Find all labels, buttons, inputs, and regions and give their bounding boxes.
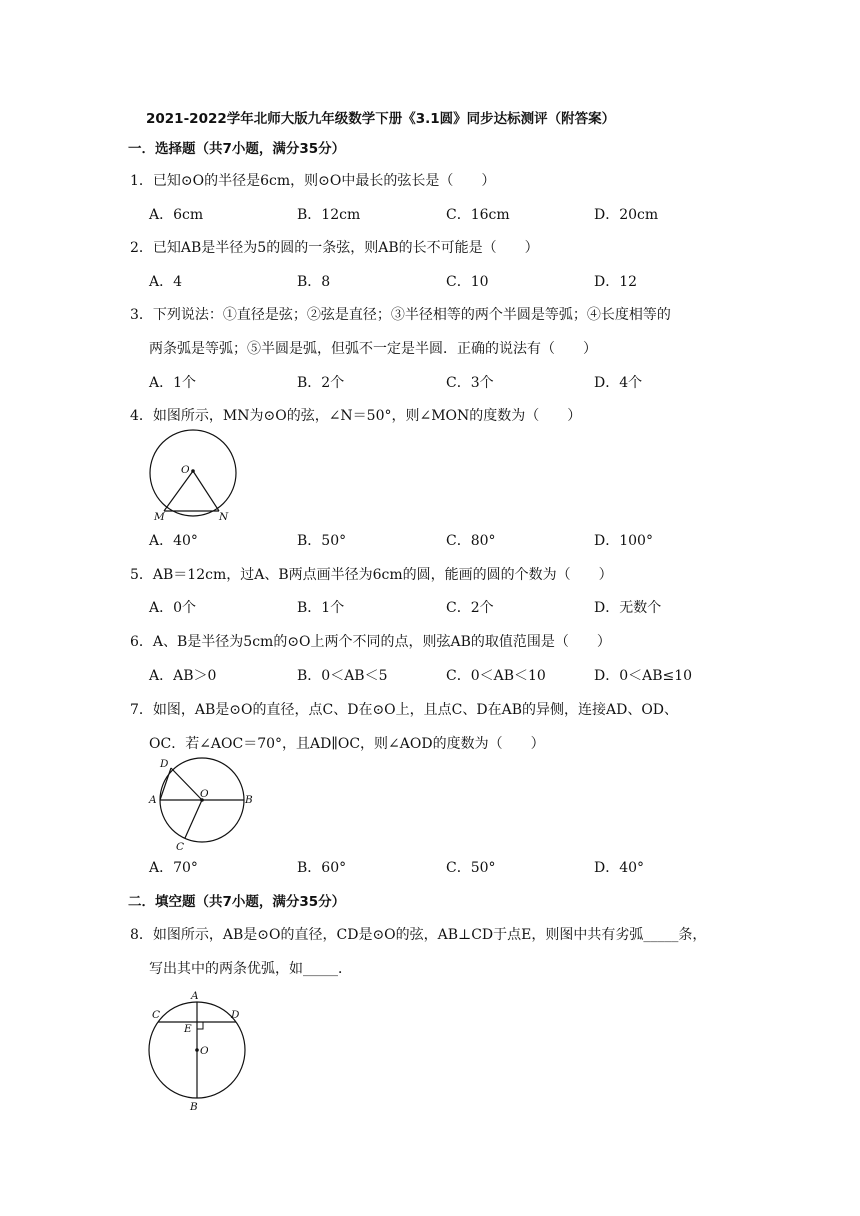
question-4: 4．如图所示，MN为⊙O的弦，∠N＝50°，则∠MON的度数为（ ） [130, 408, 582, 424]
option-1b: B．12cm [297, 207, 361, 223]
label-b: B [190, 1101, 198, 1113]
option-4a: A．40° [149, 533, 198, 549]
label-e: E [184, 1023, 192, 1035]
option-6b: B．0＜AB＜5 [297, 668, 388, 684]
document-title: 2021-2022学年北师大版九年级数学下册《3.1圆》同步达标测评（附答案） [146, 111, 616, 127]
label-c: C [176, 841, 185, 853]
label-d: D [160, 758, 169, 770]
question-5: 5．AB＝12cm，过A、B两点画半径为6cm的圆，能画的圆的个数为（ ） [130, 567, 613, 583]
label-o: O [200, 788, 209, 800]
label-a: A [149, 794, 157, 806]
label-n: N [219, 511, 229, 523]
option-5a: A．0个 [149, 600, 197, 616]
question-3-line-2: 两条弧是等弧；⑤半圆是弧，但弧不一定是半圆．正确的说法有（ ） [149, 341, 597, 357]
option-2c: C．10 [446, 274, 489, 290]
option-5c: C．2个 [446, 600, 494, 616]
option-7b: B．60° [297, 860, 347, 876]
section-heading-fill: 二．填空题（共7小题，满分35分） [128, 894, 346, 910]
question-8-line-2: 写出其中的两条优弧，如_____． [149, 961, 352, 977]
option-2a: A．4 [149, 274, 183, 290]
option-2b: B．8 [297, 274, 331, 290]
option-3a: A．1个 [149, 375, 197, 391]
question-2: 2．已知AB是半径为5的圆的一条弦，则AB的长不可能是（ ） [130, 240, 539, 256]
option-6a: A．AB＞0 [149, 668, 217, 684]
option-3b: B．2个 [297, 375, 345, 391]
option-5d: D．无数个 [594, 600, 662, 616]
option-7d: D．40° [594, 860, 645, 876]
label-a: A [191, 990, 199, 1002]
option-6c: C．0＜AB＜10 [446, 668, 546, 684]
option-7a: A．70° [149, 860, 198, 876]
figure-q4-circle [140, 428, 250, 524]
option-4d: D．100° [594, 533, 653, 549]
label-o: O [181, 464, 190, 476]
option-2d: D．12 [594, 274, 638, 290]
section-heading-choice: 一．选择题（共7小题，满分35分） [128, 141, 346, 157]
option-6d: D．0＜AB≤10 [594, 668, 693, 684]
option-4c: C．80° [446, 533, 496, 549]
option-1d: D．20cm [594, 207, 659, 223]
option-3d: D．4个 [594, 375, 643, 391]
label-b: B [245, 794, 253, 806]
question-7-line-1: 7．如图，AB是⊙O的直径，点C、D在⊙O上，且点C、D在AB的异侧，连接AD、OD、 [130, 702, 679, 718]
option-1c: C．16cm [446, 207, 510, 223]
option-7c: C．50° [446, 860, 496, 876]
question-6: 6．A、B是半径为5cm的⊙O上两个不同的点，则弦AB的取值范围是（ ） [130, 634, 611, 650]
label-o: O [200, 1045, 209, 1057]
question-1: 1．已知⊙O的半径是6cm，则⊙O中最长的弦长是（ ） [130, 173, 496, 189]
label-d: D [231, 1009, 240, 1021]
question-8-line-1: 8．如图所示，AB是⊙O的直径，CD是⊙O的弦，AB⊥CD于点E，则图中共有劣弧_____条， [130, 927, 707, 943]
option-3c: C．3个 [446, 375, 494, 391]
question-7-line-2: OC．若∠AOC＝70°，且AD∥OC，则∠AOD的度数为（ ） [149, 736, 545, 752]
option-1a: A．6cm [149, 207, 204, 223]
figure-q7-circle [144, 755, 260, 855]
label-c: C [152, 1009, 161, 1021]
option-5b: B．1个 [297, 600, 345, 616]
label-m: M [154, 511, 165, 523]
option-4b: B．50° [297, 533, 347, 549]
figure-q8-circle [140, 986, 260, 1116]
question-3-line-1: 3．下列说法：①直径是弦；②弦是直径；③半径相等的两个半圆是等弧；④长度相等的 [130, 307, 671, 323]
